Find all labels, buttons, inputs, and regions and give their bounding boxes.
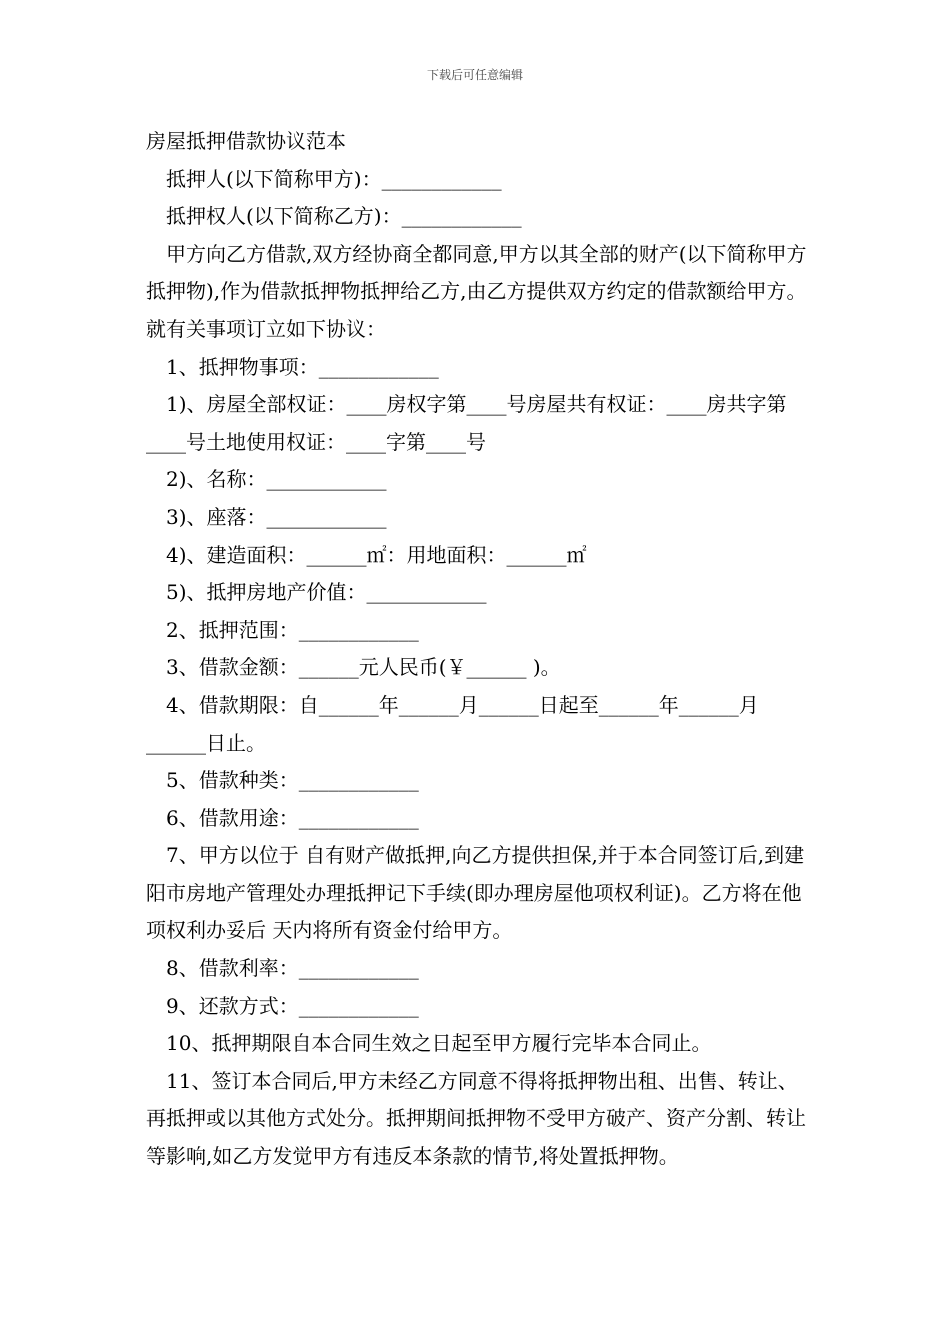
paragraph-clause-10: 10、抵押期限自本合同生效之日起至甲方履行完毕本合同止。	[146, 1031, 712, 1056]
paragraph-clause-1: 1、抵押物事项：____________	[146, 354, 439, 379]
paragraph-clause-2: 2、抵押范围：____________	[146, 617, 419, 642]
paragraph-clause-1-4: 4)、建造面积：______㎡：用地面积：______㎡	[146, 542, 587, 567]
paragraph-mortgagee: 抵押权人(以下简称乙方)：____________	[146, 204, 522, 229]
document-title: 房屋抵押借款协议范本	[146, 129, 346, 153]
paragraph-clause-1-1: 1)、房屋全部权证：____房权字第____号房屋共有权证：____房共字第____号土地使用权证：____字第____号	[146, 392, 787, 454]
document-body	[146, 123, 810, 1176]
paragraph-clause-9: 9、还款方式：____________	[146, 993, 419, 1018]
paragraph-mortgagor: 抵押人(以下简称甲方)：____________	[146, 166, 502, 191]
paragraph-clause-4: 4、借款期限：自______年______月______日起至______年______月______日止。	[146, 692, 759, 755]
paragraph-clause-5: 5、借款种类：____________	[146, 768, 419, 793]
paragraph-clause-1-5: 5)、抵押房地产价值：____________	[146, 580, 487, 605]
page-header: 下载后可任意编辑	[426, 68, 523, 82]
paragraph-preamble: 甲方向乙方借款,双方经协商全都同意,甲方以其全部的财产(以下简称甲方抵押物),作为借款抵押物抵押给乙方,由乙方提供双方约定的借款额给甲方。就有关事项订立如下协议：	[146, 241, 807, 341]
paragraph-clause-3: 3、借款金额：______元人民币(￥______ )。	[146, 655, 561, 680]
paragraph-clause-1-3: 3)、座落：____________	[146, 504, 387, 529]
paragraph-clause-7: 7、甲方以位于 自有财产做抵押,向乙方提供担保,并于本合同签订后,到建阳市房地产管理处办理抵押记下手续(即办理房屋他项权利证)。乙方将在他项权利办妥后 天内将所有资金付给甲方。	[146, 843, 805, 943]
paragraph-clause-11: 11、签订本合同后,甲方未经乙方同意不得将抵押物出租、出售、转让、再抵押或以其他方式处分。抵押期间抵押物不受甲方破产、资产分割、转让等影响,如乙方发觉甲方有违反本条款的情节,将处置抵押物。	[146, 1068, 806, 1169]
paragraph-clause-6: 6、借款用途：____________	[146, 805, 419, 830]
paragraph-clause-8: 8、借款利率：____________	[146, 956, 419, 981]
paragraph-clause-1-2: 2)、名称：____________	[146, 467, 387, 492]
